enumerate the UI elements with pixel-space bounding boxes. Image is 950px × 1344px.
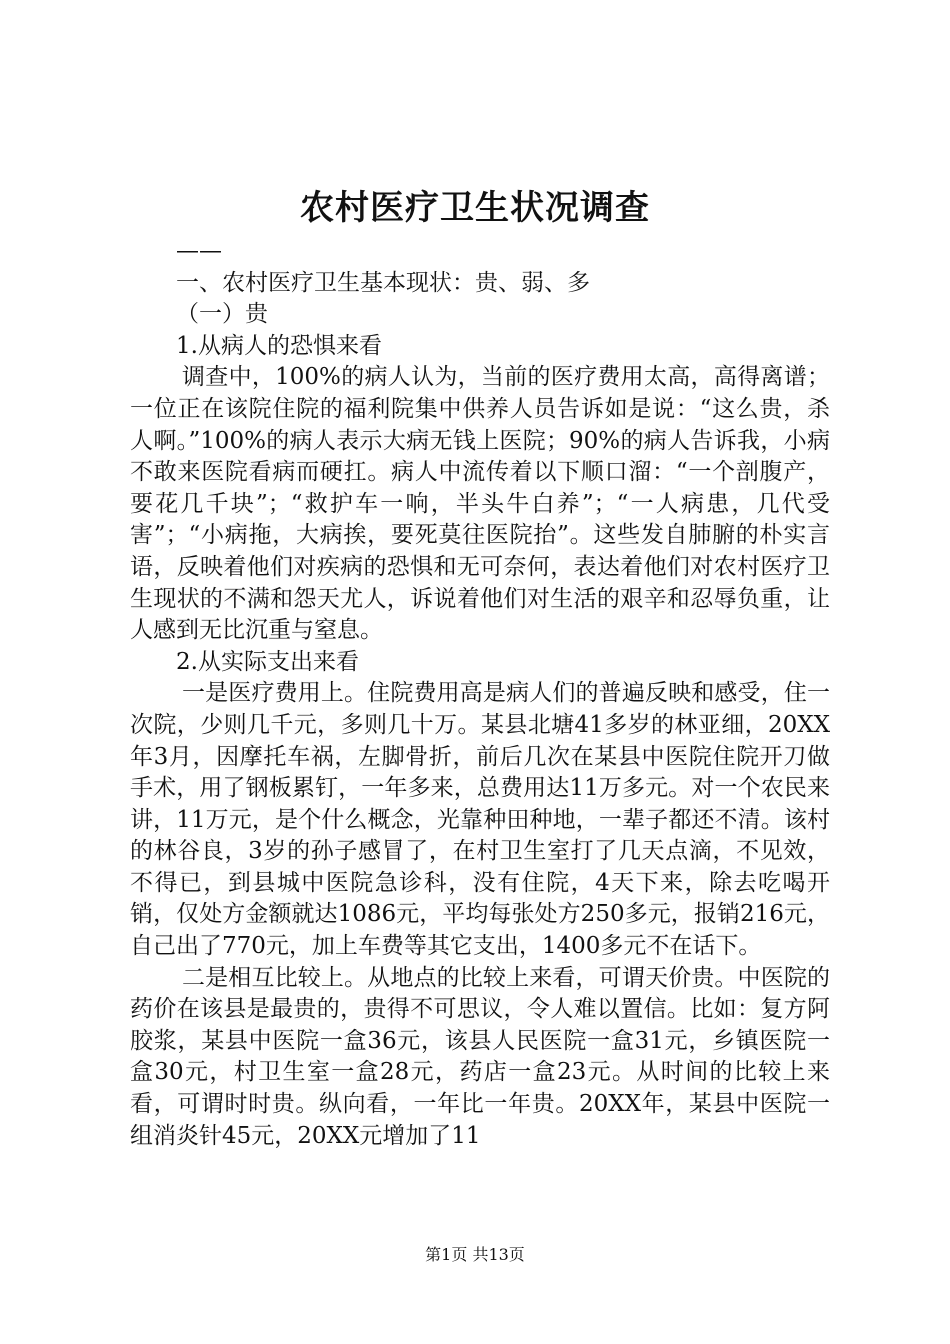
point-heading: 2.从实际支出来看 bbox=[176, 648, 359, 675]
subsection-heading: （一）贵 bbox=[176, 301, 268, 328]
body-paragraph: 二是相互比较上。从地点的比较上来看，可谓天价贵。中医院的药价在该县是最贵的，贵得不可思议，令人难以置信。比如：复方阿胶浆，某县中医院一盒36元，该县人民医院一盒31元，乡镇医院一盒30元，村卫生室一盒28元，药店一盒23元。从时间的比较上来看，可谓时时贵。纵向看，一年比一年贵。20XX年，某县中医院一组消炎针45元，20XX元增加了11 bbox=[130, 964, 830, 1149]
dash-line: —— bbox=[176, 238, 222, 264]
body-paragraph: 调查中，100%的病人认为，当前的医疗费用太高，高得离谱；一位正在该院住院的福利院集中供养人员告诉如是说：“这么贵，杀人啊。”100%的病人表示大病无钱上医院；90%的病人告诉我，小病不敢来医院看病而硬扛。病人中流传着以下顺口溜：“一个剖腹产，要花几千块”；“救护车一响，半头牛白养”；“一人病患，几代受害”；“小病拖，大病挨，要死莫往医院抬”。这些发自肺腑的朴实言语，反映着他们对疾病的恐惧和无可奈何，表达着他们对农村医疗卫生现状的不满和怨天尤人，诉说着他们对生活的艰辛和忍辱负重，让人感到无比沉重与窒息。 bbox=[130, 364, 830, 644]
document-body bbox=[130, 236, 830, 1152]
body-paragraph: 一是医疗费用上。住院费用高是病人们的普遍反映和感受，住一次院，少则几千元，多则几十万。某县北塘41多岁的林亚细，20XX年3月，因摩托车祸，左脚骨折，前后几次在某县中医院住院开刀做手术，用了钢板累钉，一年多来，总费用达11万多元。对一个农民来讲，11万元，是个什么概念，光靠种田种地，一辈子都还不清。该村的林谷良，3岁的孙子感冒了，在村卫生室打了几天点滴，不见效，不得已，到县城中医院急诊科，没有住院，4天下来，除去吃喝开销，仅处方金额就达1086元，平均每张处方250多元，报销216元，自己出了770元，加上车费等其它支出，1400多元不在话下。 bbox=[130, 680, 830, 960]
point-heading: 1.从病人的恐惧来看 bbox=[176, 332, 382, 359]
page-footer: 第1页 共13页 bbox=[425, 1245, 525, 1264]
section-heading: 一、农村医疗卫生基本现状：贵、弱、多 bbox=[176, 269, 590, 296]
page-title: 农村医疗卫生状况调查 bbox=[300, 188, 650, 228]
